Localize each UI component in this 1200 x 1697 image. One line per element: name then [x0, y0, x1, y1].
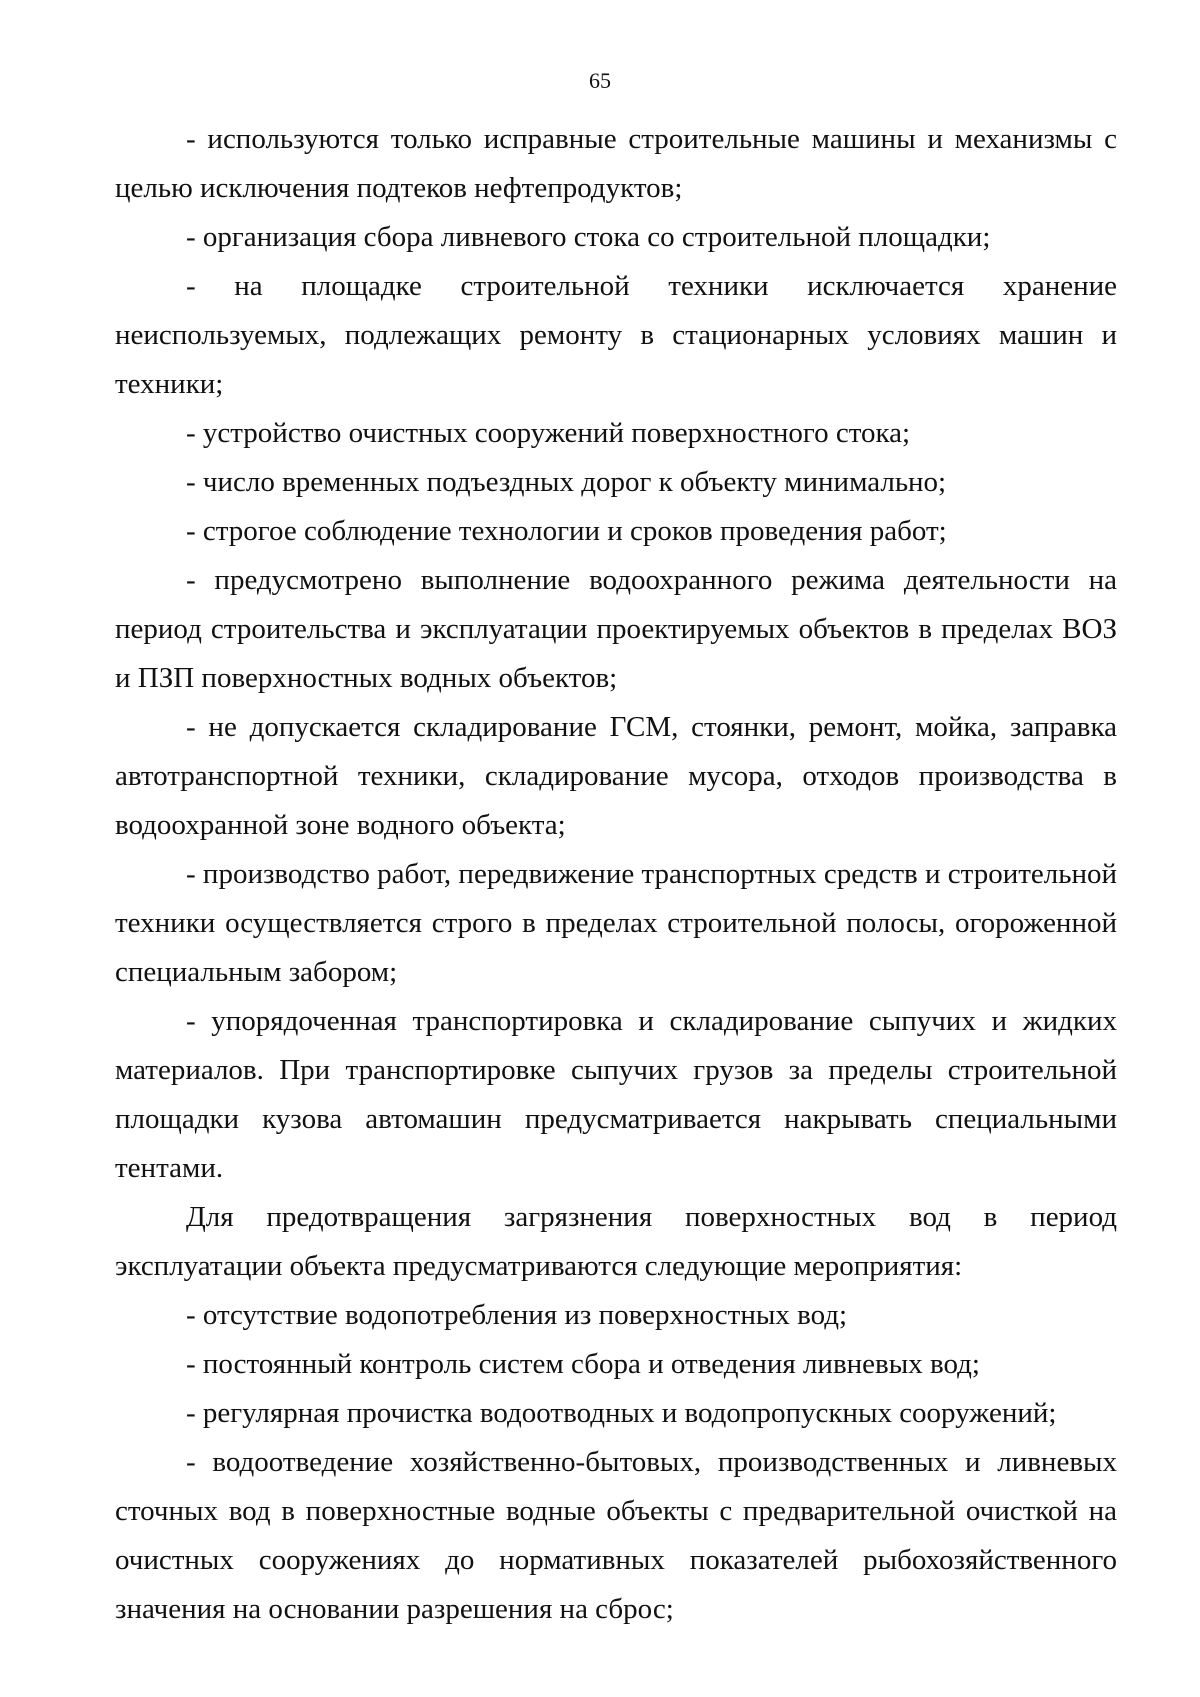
list-item-access-roads: - число временных подъездных дорог к объекту минимально; — [186, 466, 947, 498]
list-item-water-protection-regime: - предусмотрено выполнение водоохранного режима деятельности на период строительства и эксплуатации проектируемых объектов в пределах ВОЗ и ПЗП поверхностных водных объектов; — [115, 564, 1117, 694]
list-item-treatment-facilities: - устройство очистных сооружений поверхностного стока; — [186, 417, 911, 449]
list-item-no-water-intake: - отсутствие водопотребления из поверхностных вод; — [186, 1299, 848, 1331]
list-item-equipment-storage: - на площадке строительной техники исключается хранение неиспользуемых, подлежащих ремонту в стационарных условиях машин и техники; — [115, 270, 1117, 400]
section-intro-operation-period: Для предотвращения загрязнения поверхностных вод в период эксплуатации объекта предусматриваются следующие мероприятия: — [115, 1201, 1117, 1282]
list-item-drainage-monitoring: - постоянный контроль систем сбора и отведения ливневых вод; — [186, 1348, 980, 1380]
list-item-faulty-machines: - используются только исправные строительные машины и механизмы с целью исключения подтеков нефтепродуктов; — [115, 123, 1117, 204]
list-item-technology-compliance: - строгое соблюдение технологии и сроков проведения работ; — [186, 515, 947, 547]
list-item-construction-strip: - производство работ, передвижение транспортных средств и строительной техники осуществляется строго в пределах строительной полосы, огороженной специальным забором; — [115, 858, 1117, 988]
page-number: 65 — [589, 68, 611, 93]
list-item-prohibited-activities: - не допускается складирование ГСМ, стоянки, ремонт, мойка, заправка автотранспортной техники, складирование мусора, отходов производства в водоохранной зоне водного объекта; — [115, 711, 1117, 841]
list-item-wastewater-discharge: - водоотведение хозяйственно-бытовых, производственных и ливневых сточных вод в поверхностные водные объекты с предварительной очисткой на очистных сооружениях до нормативных показателей рыбохозяйственного значения на основании разрешения на сброс; — [115, 1446, 1117, 1625]
document-body — [115, 115, 1117, 1634]
list-item-culvert-cleaning: - регулярная прочистка водоотводных и водопропускных сооружений; — [186, 1397, 1057, 1429]
list-item-storm-runoff-collection: - организация сбора ливневого стока со строительной площадки; — [186, 221, 991, 253]
list-item-bulk-materials: - упорядоченная транспортировка и складирование сыпучих и жидких материалов. При транспортировке сыпучих грузов за пределы строительной площадки кузова автомашин предусматривается накрывать специальными тентами. — [115, 1005, 1117, 1184]
